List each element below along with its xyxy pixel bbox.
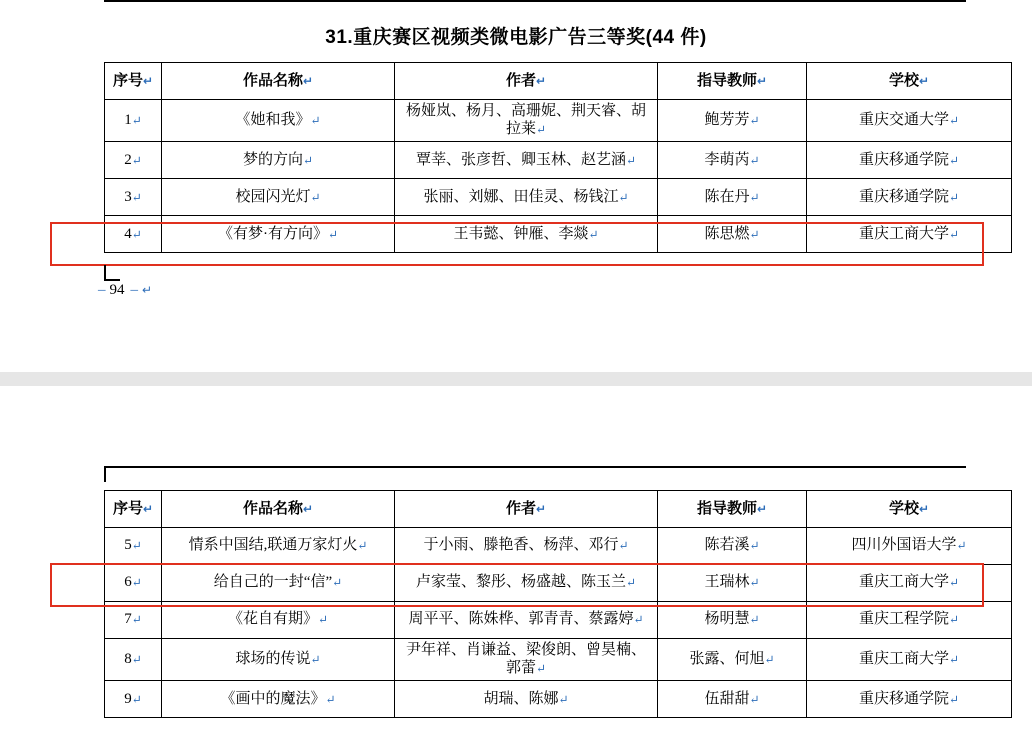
cell-no: 2↵	[105, 142, 162, 179]
cell-author: 覃莘、张彦哲、卿玉林、赵艺涵↵	[395, 142, 658, 179]
table-row	[105, 528, 1012, 565]
cell-no: 1↵	[105, 100, 162, 142]
pilcrow-icon: ↵	[948, 153, 960, 168]
column-header-work-name: 作品名称↵	[162, 63, 395, 100]
pilcrow-icon: ↵	[749, 612, 760, 627]
pilcrow-icon: ↵	[625, 575, 637, 590]
column-header-school: 学校↵	[807, 491, 1012, 528]
page-margin-guide-top	[104, 0, 966, 2]
table-row	[105, 565, 1012, 602]
table-header-row	[105, 491, 1012, 528]
cell-no: 9↵	[105, 681, 162, 718]
cell-author: 王韦懿、钟雁、李燚↵	[395, 216, 658, 253]
pilcrow-icon: ↵	[535, 502, 547, 517]
cell-work-name: 情系中国结,联通万家灯火↵	[162, 528, 395, 565]
pilcrow-icon: ↵	[618, 538, 629, 553]
pilcrow-icon: ↵	[948, 227, 960, 242]
cell-school: 重庆移通学院↵	[807, 681, 1012, 718]
pilcrow-icon: ↵	[535, 661, 547, 676]
page-margin-guide-bottom-left	[104, 265, 120, 281]
cell-teacher: 张露、何旭↵	[658, 639, 807, 681]
award-table-page-1	[104, 62, 1012, 253]
table-row	[105, 100, 1012, 142]
pilcrow-icon: ↵	[332, 575, 343, 590]
pilcrow-icon: ↵	[749, 227, 760, 242]
cell-school: 四川外国语大学↵	[807, 528, 1012, 565]
table-row	[105, 216, 1012, 253]
pilcrow-icon: ↵	[749, 153, 760, 168]
document-page-2	[0, 386, 1032, 734]
column-header-teacher: 指导教师↵	[658, 63, 807, 100]
page-separator	[0, 372, 1032, 386]
cell-teacher: 陈若溪↵	[658, 528, 807, 565]
column-header-no: 序号↵	[105, 491, 162, 528]
pilcrow-icon: ↵	[302, 74, 314, 89]
pilcrow-icon: ↵	[131, 652, 142, 667]
pilcrow-icon: ↵	[948, 190, 960, 205]
cell-teacher: 陈在丹↵	[658, 179, 807, 216]
pilcrow-icon: ↵	[749, 692, 760, 707]
cell-author: 卢家莹、黎彤、杨盛越、陈玉兰↵	[395, 565, 658, 602]
cell-school: 重庆交通大学↵	[807, 100, 1012, 142]
cell-teacher: 伍甜甜↵	[658, 681, 807, 718]
cell-school: 重庆工商大学↵	[807, 639, 1012, 681]
pilcrow-icon: ↵	[625, 153, 637, 168]
cell-teacher: 陈思燃↵	[658, 216, 807, 253]
pilcrow-icon: ↵	[948, 692, 960, 707]
pilcrow-icon: ↵	[310, 113, 321, 128]
pilcrow-icon: ↵	[633, 612, 644, 627]
cell-no: 8↵	[105, 639, 162, 681]
cell-work-name: 球场的传说↵	[162, 639, 395, 681]
cell-teacher: 杨明慧↵	[658, 602, 807, 639]
pilcrow-icon: ↵	[956, 538, 967, 553]
pilcrow-icon: ↵	[131, 612, 142, 627]
pilcrow-icon: ↵	[131, 190, 142, 205]
cell-no: 4↵	[105, 216, 162, 253]
cell-author: 周平平、陈姝桦、郭青青、蔡露婷↵	[395, 602, 658, 639]
pilcrow-icon: ↵	[918, 74, 930, 89]
pilcrow-icon: ↵	[131, 575, 142, 590]
cell-author: 杨娅岚、杨月、高珊妮、荆天睿、胡拉莱↵	[395, 100, 658, 142]
table-row	[105, 681, 1012, 718]
table-row	[105, 142, 1012, 179]
cell-no: 5↵	[105, 528, 162, 565]
table-row	[105, 602, 1012, 639]
pilcrow-icon: ↵	[142, 74, 154, 89]
footer-dash: –	[130, 282, 138, 298]
cell-school: 重庆移通学院↵	[807, 142, 1012, 179]
cell-work-name: 《她和我》↵	[162, 100, 395, 142]
cell-work-name: 《花自有期》↵	[162, 602, 395, 639]
cell-teacher: 王瑞林↵	[658, 565, 807, 602]
cell-teacher: 李萌芮↵	[658, 142, 807, 179]
pilcrow-icon: ↵	[948, 113, 960, 128]
cell-work-name: 《画中的魔法》↵	[162, 681, 395, 718]
cell-author: 胡瑞、陈娜↵	[395, 681, 658, 718]
pilcrow-icon: ↵	[302, 153, 314, 168]
pilcrow-icon: ↵	[948, 575, 960, 590]
pilcrow-icon: ↵	[749, 575, 760, 590]
cell-no: 7↵	[105, 602, 162, 639]
cell-school: 重庆工商大学↵	[807, 565, 1012, 602]
pilcrow-icon: ↵	[131, 538, 142, 553]
pilcrow-icon: ↵	[535, 122, 547, 137]
award-table-page-2	[104, 490, 1012, 718]
page-margin-guide-top-left	[104, 466, 120, 482]
pilcrow-icon: ↵	[588, 227, 599, 242]
page-number: – 94 – ↵	[98, 282, 153, 298]
page-margin-guide-top	[104, 466, 966, 468]
column-header-author: 作者↵	[395, 491, 658, 528]
pilcrow-icon: ↵	[749, 113, 760, 128]
cell-author: 于小雨、滕艳香、杨萍、邓行↵	[395, 528, 658, 565]
pilcrow-icon: ↵	[302, 502, 314, 517]
pilcrow-icon: ↵	[618, 190, 629, 205]
table-header-row	[105, 63, 1012, 100]
cell-work-name: 校园闪光灯↵	[162, 179, 395, 216]
pilcrow-icon: ↵	[756, 74, 768, 89]
pilcrow-icon: ↵	[142, 502, 154, 517]
pilcrow-icon: ↵	[918, 502, 930, 517]
pilcrow-icon: ↵	[142, 283, 153, 298]
cell-author: 尹年祥、肖谦益、梁俊朗、曾昊楠、郭蕾↵	[395, 639, 658, 681]
pilcrow-icon: ↵	[310, 652, 321, 667]
pilcrow-icon: ↵	[749, 190, 760, 205]
pilcrow-icon: ↵	[558, 692, 569, 707]
pilcrow-icon: ↵	[535, 74, 547, 89]
pilcrow-icon: ↵	[764, 652, 775, 667]
column-header-work-name: 作品名称↵	[162, 491, 395, 528]
cell-no: 3↵	[105, 179, 162, 216]
pilcrow-icon: ↵	[317, 612, 329, 627]
pilcrow-icon: ↵	[756, 502, 768, 517]
pilcrow-icon: ↵	[357, 538, 368, 553]
cell-work-name: 梦的方向↵	[162, 142, 395, 179]
table-row	[105, 179, 1012, 216]
page-title: 31.重庆赛区视频类微电影广告三等奖(44 件)	[325, 27, 707, 48]
cell-no: 6↵	[105, 565, 162, 602]
cell-school: 重庆工程学院↵	[807, 602, 1012, 639]
pilcrow-icon: ↵	[131, 113, 142, 128]
pilcrow-icon: ↵	[327, 227, 339, 242]
cell-teacher: 鲍芳芳↵	[658, 100, 807, 142]
pilcrow-icon: ↵	[325, 692, 336, 707]
column-header-teacher: 指导教师↵	[658, 491, 807, 528]
pilcrow-icon: ↵	[948, 652, 960, 667]
pilcrow-icon: ↵	[948, 612, 960, 627]
pilcrow-icon: ↵	[131, 692, 142, 707]
column-header-no: 序号↵	[105, 63, 162, 100]
pilcrow-icon: ↵	[131, 153, 142, 168]
cell-work-name: 《有梦·有方向》↵	[162, 216, 395, 253]
column-header-school: 学校↵	[807, 63, 1012, 100]
cell-work-name: 给自己的一封“信”↵	[162, 565, 395, 602]
cell-author: 张丽、刘娜、田佳灵、杨钱江↵	[395, 179, 658, 216]
footer-dash: –	[98, 282, 106, 298]
cell-school: 重庆移通学院↵	[807, 179, 1012, 216]
pilcrow-icon: ↵	[749, 538, 760, 553]
cell-school: 重庆工商大学↵	[807, 216, 1012, 253]
column-header-author: 作者↵	[395, 63, 658, 100]
pilcrow-icon: ↵	[131, 227, 142, 242]
table-row	[105, 639, 1012, 681]
pilcrow-icon: ↵	[310, 190, 321, 205]
